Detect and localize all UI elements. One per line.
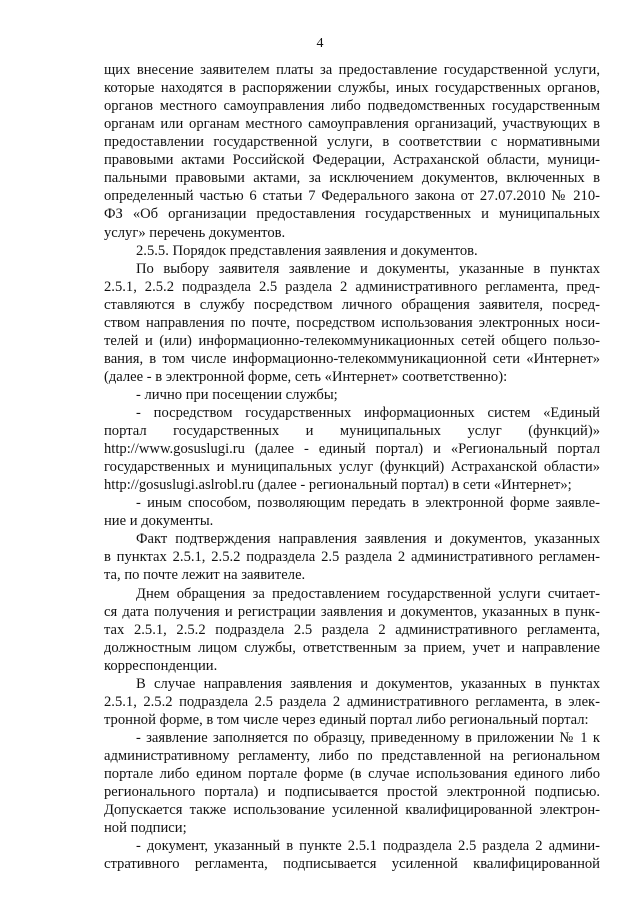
text-line: - заявление заполняется по образцу, приведенному в приложении № 1 к (136, 729, 600, 746)
text-line: По выбору заявителя заявление и документы, указанные в пунктах (136, 260, 600, 277)
text-line: 2.5.5. Порядок представления заявления и документов. (136, 242, 478, 259)
text-line: определенный частью 6 статьи 7 Федерального закона от 27.07.2010 № 210- (104, 188, 600, 205)
text-line: вания, в том числе информационно-телекоммуникационной сети «Интернет» (104, 350, 600, 367)
text-line: ставляются в службу посредством личного обращения заявителя, посред- (104, 296, 600, 313)
text-line: В случае направления заявления и документов, указанных в пунктах (136, 675, 600, 692)
text-line: - лично при посещении службы; (136, 386, 338, 403)
text-line: которые находятся в распоряжении службы, иных государственных органов, (104, 80, 600, 96)
text-line: органов местного самоуправления либо подведомственных государственным (104, 98, 600, 115)
text-line: ФЗ «Об организации предоставления государственных и муниципальных (104, 206, 600, 223)
text-line: услуг» перечень документов. (104, 224, 286, 241)
text-line: ной подписи; (104, 820, 187, 837)
text-line: портал государственных и муниципальных услуг (функций)» (104, 423, 600, 439)
text-line: в пунктах 2.5.1, 2.5.2 подраздела 2.5 раздела 2 административного регламен- (104, 549, 600, 566)
text-line: http://www.gosuslugi.ru (далее - единый портал) и «Региональный портал (104, 441, 600, 458)
text-line: корреспонденции. (104, 657, 218, 674)
text-line: Допускается также использование усиленной квалифицированной электрон- (104, 802, 600, 819)
text-line: http://gosuslugi.aslrobl.ru (далее - региональный портал) в сети «Интернет»; (104, 477, 572, 494)
text-line: 2.5.1, 2.5.2 подраздела 2.5 раздела 2 административного регламента, в элек- (104, 693, 600, 710)
text-line: тах 2.5.1, 2.5.2 подраздела 2.5 раздела 2 административного регламента, (104, 621, 600, 638)
text-line: Днем обращения за предоставлением государственной услуги считает- (136, 585, 600, 602)
text-line: - иным способом, позволяющим передать в электронной форме заявле- (136, 495, 600, 512)
text-line: ние и документы. (104, 513, 214, 530)
text-line: должностным лицом службы, ответственным за прием, учет и направление (104, 639, 600, 656)
text-line: 2.5.1, 2.5.2 подраздела 2.5 раздела 2 административного регламента, пред- (104, 278, 600, 295)
text-line: портале либо едином портале форме (в случае использования единого либо (104, 766, 600, 782)
text-line: государственных и муниципальных услуг (функций) Астраханской области» (104, 459, 600, 476)
text-line: щих внесение заявителем платы за предоставление государственной услуги, (104, 62, 600, 78)
text-line: (далее - в электронной форме, сеть «Интернет» соответственно): (104, 368, 508, 385)
text-line: правовыми актами Российской Федерации, Астраханской области, муници- (104, 152, 600, 169)
text-line: административному регламенту, либо по представленной на региональном (104, 747, 600, 764)
text-line: телей и (или) информационно-телекоммуникационных сетей общего пользо- (104, 332, 600, 349)
text-line: ством направления по почте, посредством использования электронных носи- (104, 314, 600, 331)
text-line: Факт подтверждения направления заявления и документов, указанных (136, 531, 600, 548)
text-line: тронной форме, в том числе через единый портал либо региональный портал: (104, 711, 589, 728)
text-line: - посредством государственных информационных систем «Единый (136, 404, 600, 421)
text-line: - документ, указанный в пункте 2.5.1 подраздела 2.5 раздела 2 админи- (136, 838, 600, 855)
text-line: регионального портала) и подписывается простой электронной подписью. (104, 784, 600, 800)
page-number: 4 (316, 36, 324, 51)
text-line: предоставлении государственной услуги, в соответствии с нормативными (104, 134, 600, 151)
text-line: та, по почте лежит на заявителе. (104, 567, 306, 584)
text-line: органам или органам местного самоуправления организаций, участвующих в (104, 116, 600, 133)
text-line: стративного регламента, подписывается усиленной квалифицированной (104, 856, 600, 873)
text-line: пальными правовыми актами, за исключением документов, включенных в (104, 170, 600, 187)
text-line: ся дата получения и регистрации заявления и документов, указанных в пунк- (104, 603, 600, 620)
